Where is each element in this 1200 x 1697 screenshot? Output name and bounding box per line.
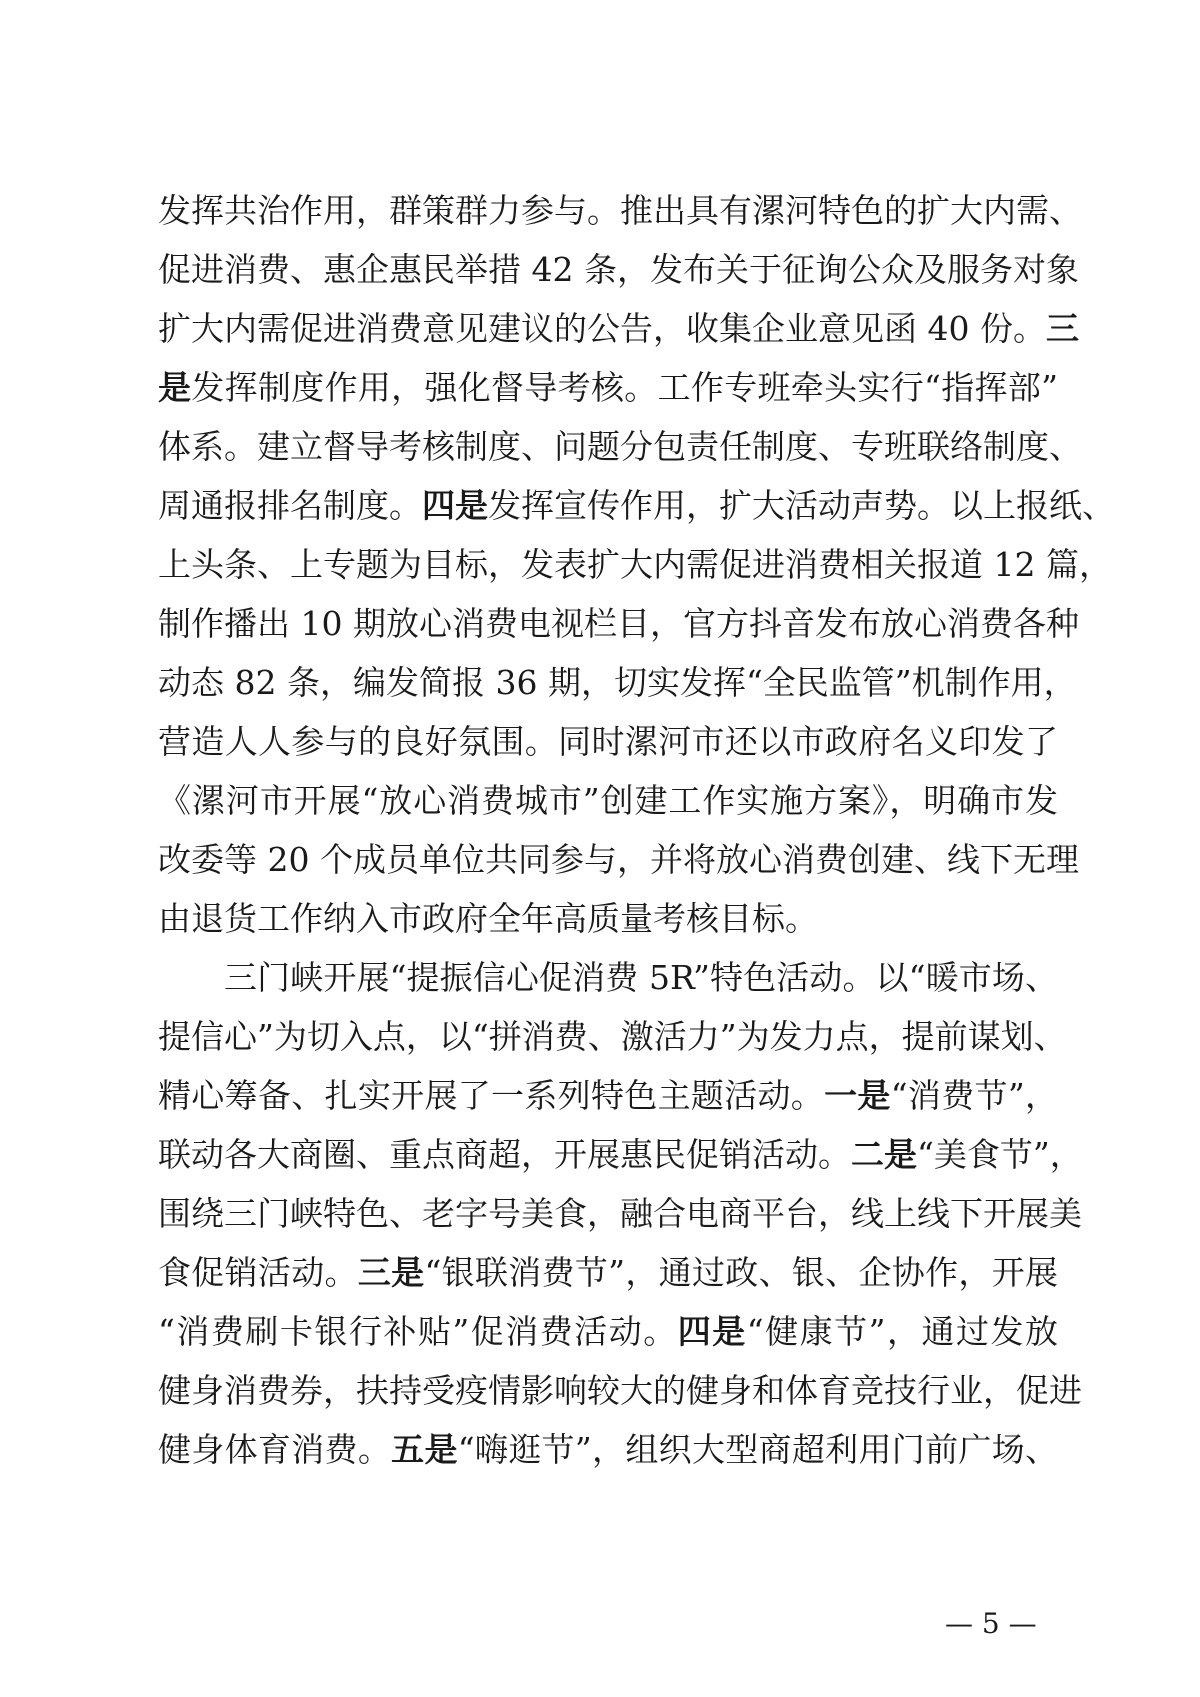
text-segment: 三门峡开展“提振信心促消费 5R”特色活动。以“暖市场、 (224, 958, 1058, 997)
text-line (158, 712, 1058, 771)
text-line (158, 771, 1058, 830)
text-line (158, 417, 1082, 476)
bold-lead: 二是 (851, 1135, 917, 1174)
bold-lead: 四是 (677, 1312, 747, 1351)
paragraph (158, 181, 1115, 948)
text-segment: 由退货工作纳入市政府全年高质量考核目标。 (158, 899, 818, 938)
bold-lead: 三是 (357, 1253, 425, 1292)
text-line (158, 535, 1112, 594)
text-segment: 促进消费、惠企惠民举措 42 条，发布关于征询公众及服务对象 (158, 250, 1079, 289)
bold-lead: 一是 (824, 1076, 891, 1115)
text-segment: 健身消费券，扶持受疫情影响较大的健身和体育竞技行业，促进 (158, 1371, 1082, 1410)
text-segment: “美食节”， (917, 1135, 1083, 1174)
text-segment: “嗨逛节”，组织大型商超利用门前广场、 (457, 1430, 1059, 1469)
text-segment: 改委等 20 个成员单位共同参与，并将放心消费创建、线下无理 (158, 840, 1079, 879)
text-segment: 围绕三门峡特色、老字号美食，融合电商平台，线上线下开展美 (158, 1194, 1082, 1233)
text-segment: 联动各大商圈、重点商超，开展惠民促销活动。 (158, 1135, 851, 1174)
page-number: — 5 — (945, 1607, 1037, 1640)
text-line (158, 830, 1079, 889)
text-segment: 提信心”为切入点，以“拼消费、激活力”为发力点，提前谋划、 (158, 1017, 1067, 1056)
text-line (158, 181, 1082, 240)
text-line (158, 476, 1115, 535)
bold-lead: 三 (1045, 309, 1079, 348)
text-line (158, 653, 1077, 712)
text-segment: 制作播出 10 期放心消费电视栏目，官方抖音发布放心消费各种 (158, 604, 1079, 643)
text-segment: 精心筹备、扎实开展了一系列特色主题活动。 (158, 1076, 825, 1115)
body-text (158, 181, 1115, 1479)
text-segment: 扩大内需促进消费意见建议的公告，收集企业意见函 40 份。 (158, 309, 1046, 348)
text-segment: “消费节”， (890, 1076, 1059, 1115)
text-segment: 上头条、上专题为目标，发表扩大内需促进消费相关报道 12 篇， (158, 545, 1112, 584)
text-line (158, 240, 1079, 299)
bold-lead: 是 (158, 368, 192, 407)
text-segment: 周通报排名制度。 (158, 486, 422, 525)
text-line (158, 1361, 1082, 1420)
text-segment: “消费刷卡银行补贴”促消费活动。 (158, 1312, 678, 1351)
text-line (158, 1184, 1082, 1243)
bold-lead: 五是 (391, 1430, 458, 1469)
bold-lead: 四是 (422, 486, 488, 525)
text-segment: 动态 82 条，编发简报 36 期，切实发挥“全民监管”机制作用， (158, 663, 1077, 702)
text-segment: 发挥宣传作用，扩大活动声势。以上报纸、 (488, 486, 1115, 525)
text-line (158, 299, 1079, 358)
text-segment: 《漯河市开展“放心消费城市”创建工作实施方案》，明确市发 (158, 781, 1058, 820)
text-line (158, 948, 1058, 1007)
text-segment: 食促销活动。 (158, 1253, 358, 1292)
paragraph (158, 948, 1083, 1479)
text-line (158, 594, 1079, 653)
text-line (158, 1420, 1058, 1479)
text-segment: 营造人人参与的良好氛围。同时漯河市还以市政府名义印发了 (158, 722, 1058, 761)
text-line (158, 1066, 1058, 1125)
text-line (158, 1243, 1058, 1302)
text-line (158, 1302, 1058, 1361)
text-line (158, 358, 1058, 417)
text-segment: “银联消费节”，通过政、银、企协作，开展 (424, 1253, 1059, 1292)
text-segment: 发挥共治作用，群策群力参与。推出具有漯河特色的扩大内需、 (158, 191, 1082, 230)
text-line (158, 1125, 1083, 1184)
text-segment: “健康节”，通过发放 (746, 1312, 1058, 1351)
text-segment: 体系。建立督导考核制度、问题分包责任制度、专班联络制度、 (158, 427, 1082, 466)
text-line (158, 1007, 1067, 1066)
text-segment: 发挥制度作用，强化督导考核。工作专班牵头实行“指挥部” (191, 368, 1058, 407)
text-segment: 健身体育消费。 (158, 1430, 392, 1469)
text-line (158, 889, 1058, 948)
